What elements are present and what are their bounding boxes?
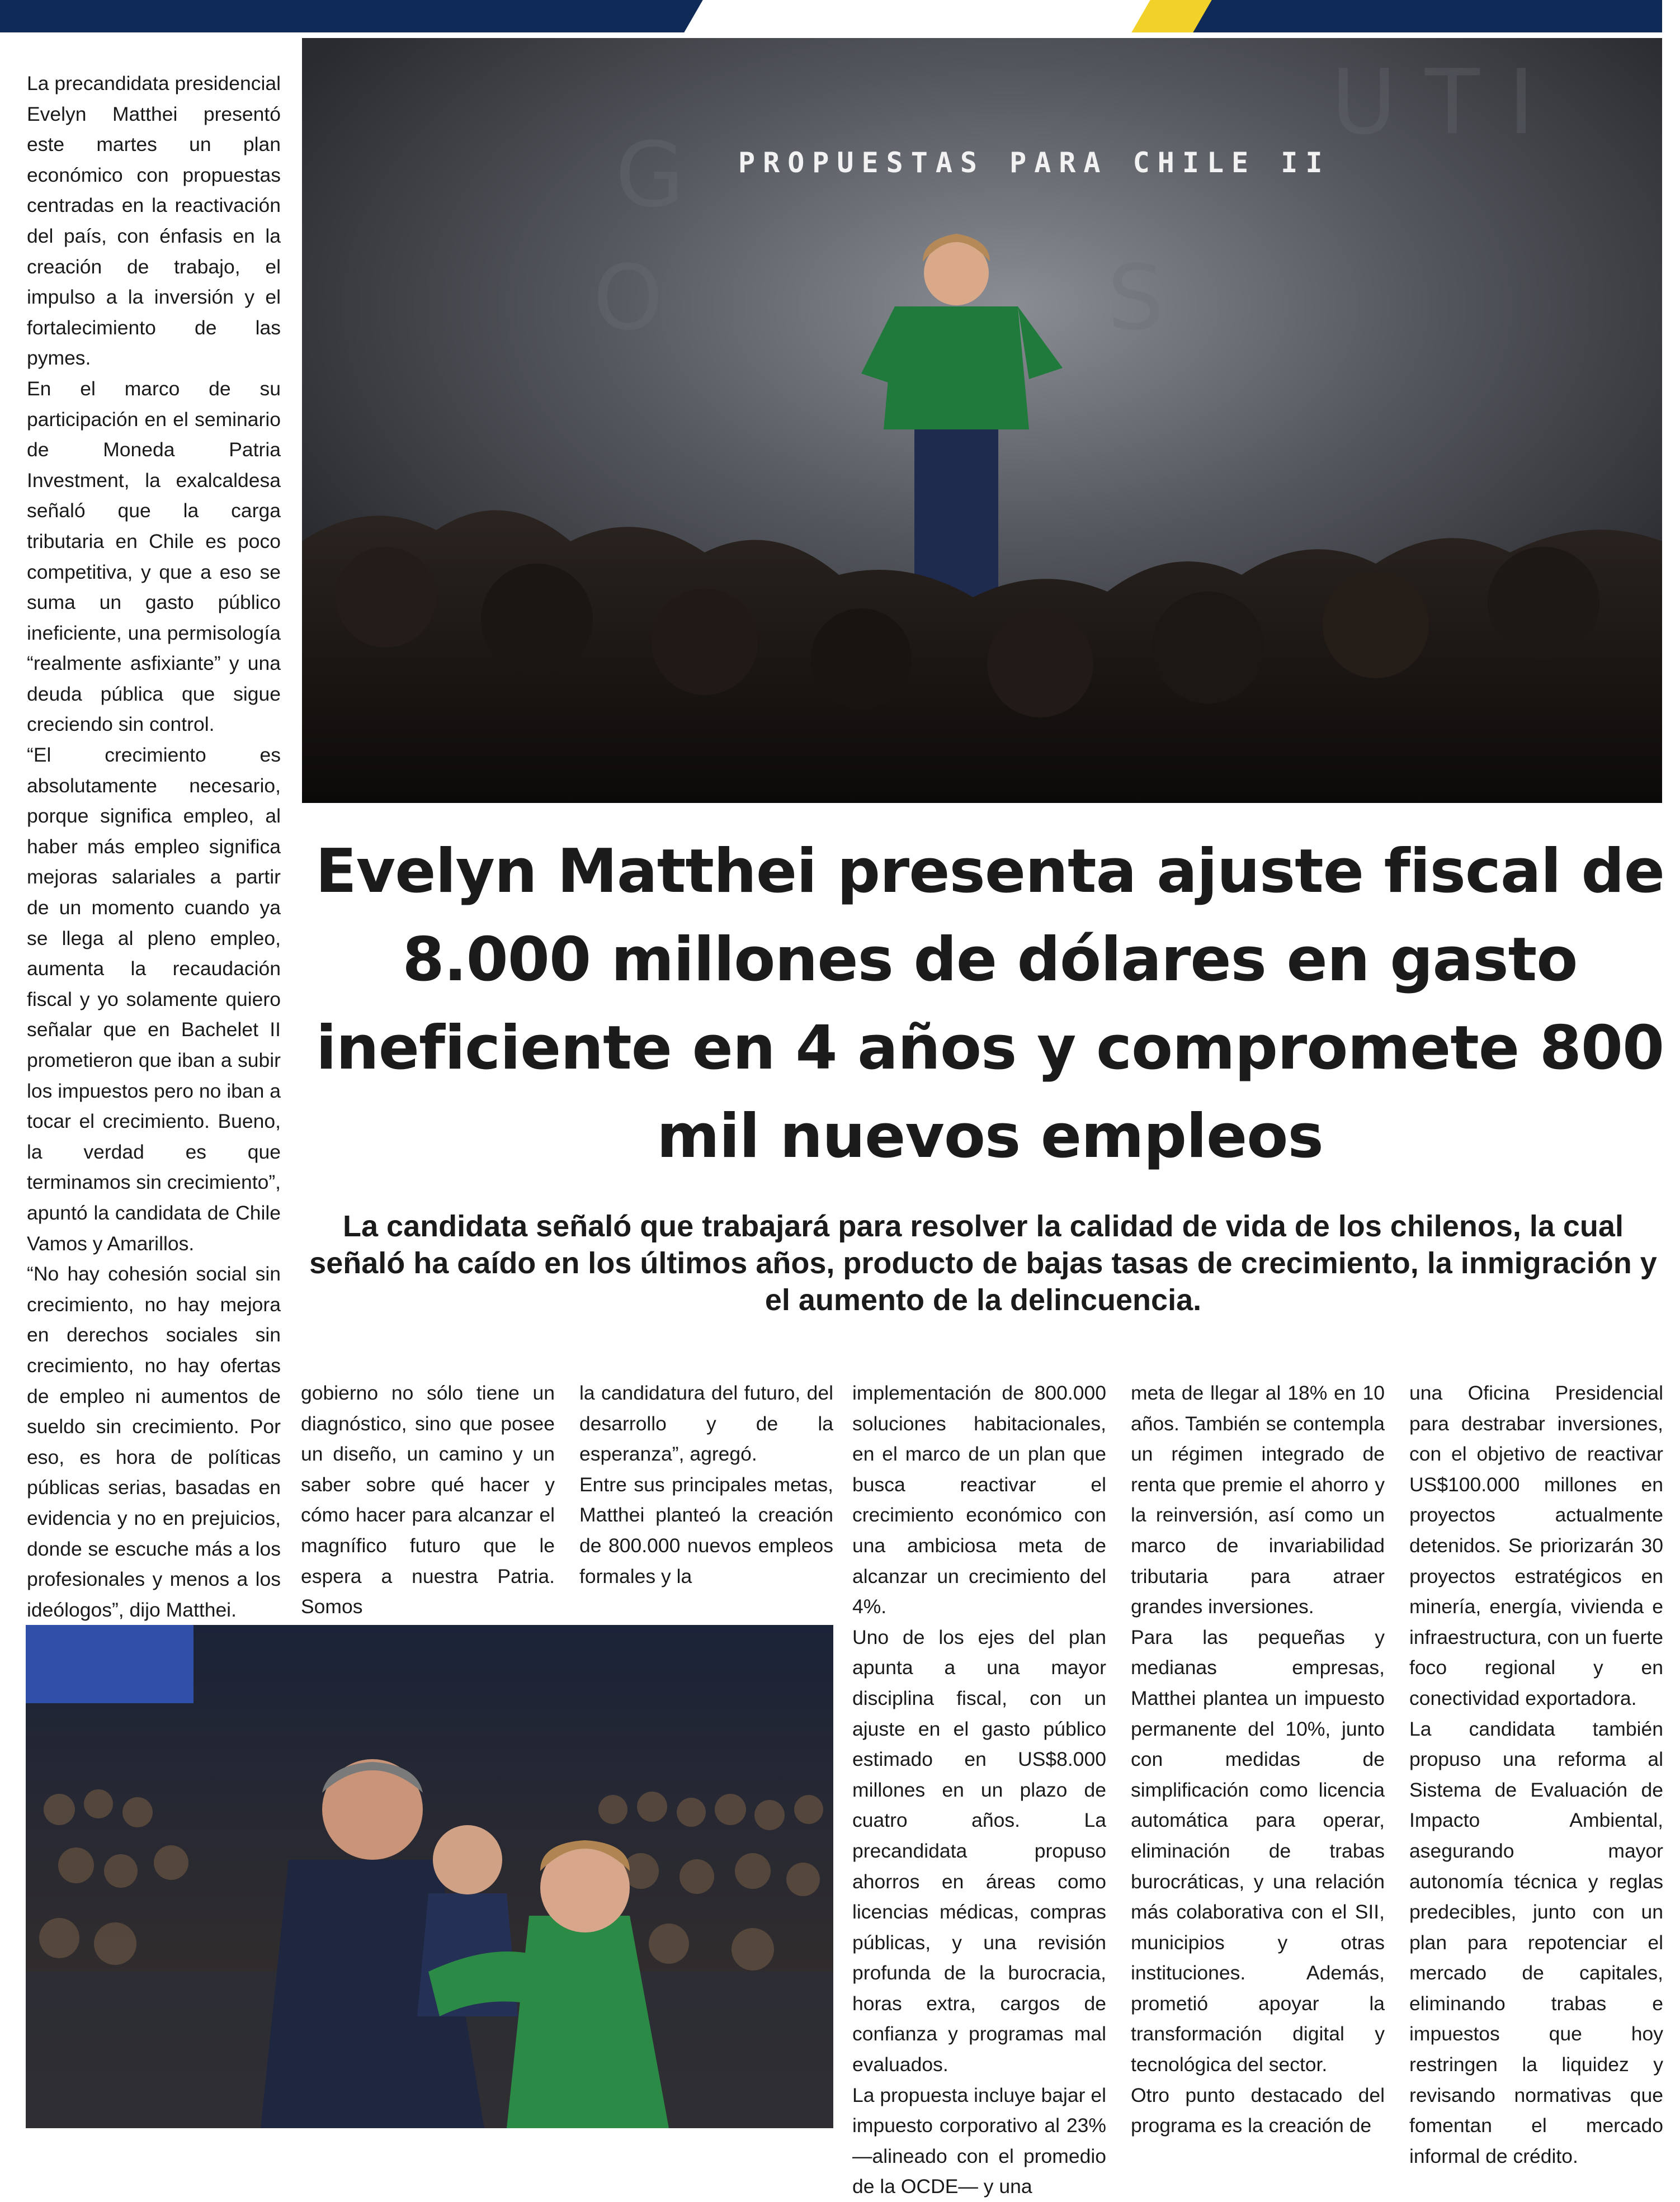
paragraph: La precandidata presidencial Evelyn Matthei presentó este martes un plan económico con propuestas centradas en la reactivación del país, con énfasis en la creación de trabajo, el impulso a la inversión y el fortalecimiento de las pymes. xyxy=(27,72,281,370)
article-column-3 xyxy=(579,1378,833,1591)
paragraph: Entre sus principales metas, Matthei planteó la creación de 800.000 nuevos empleos formales y la xyxy=(579,1473,833,1587)
paragraph: “No hay cohesión social sin crecimiento, no hay mejora en derechos sociales sin crecimiento, no hay ofertas de empleo ni aumentos de sueldo sin crecimiento. Por eso, es hora de políticas públicas serias, basadas en evidencia y no en prejuicios, donde se escuche más a los profesionales y menos a los ideólogos”, dijo Matthei. xyxy=(27,1263,281,1621)
article-column-6 xyxy=(1409,1378,1663,2171)
article-column-5 xyxy=(1131,1378,1385,2141)
svg-text:U T I: U T I xyxy=(1331,50,1535,154)
paragraph: Para las pequeñas y medianas empresas, Matthei plantea un impuesto permanente del 10%, junto con medidas de simplificación como licencia automática para operar, eliminación de trabas burocráticas, y una relación más colaborativa con el SII, municipios y otras instituciones. Además, prometió apoyar la transformación digital y tecnológica del sector. xyxy=(1131,1625,1385,2076)
paragraph: La candidata también propuso una reforma al Sistema de Evaluación de Impacto Ambiental, asegurando mayor autonomía técnica y reglas predecibles, junto con un plan para repotenciar el mercado de capitales, eliminando trabas e impuestos que hoy restringen la liquidez y revisando normativas que fomentan el mercado informal de crédito. xyxy=(1409,1717,1663,2167)
top-photo-speaker-on-stage xyxy=(302,38,1662,803)
article-column-4 xyxy=(852,1378,1106,2202)
stage-banner-text: PROPUESTAS PARA CHILE II xyxy=(738,147,1330,179)
paragraph: gobierno no sólo tiene un diagnóstico, sino que posee un diseño, un camino y un saber sobre qué hacer y cómo hacer para alcanzar el magnífico futuro que le espera a nuestra Patria. Somos xyxy=(301,1382,555,1618)
article-column-left xyxy=(27,68,281,1656)
article-column-2 xyxy=(301,1378,555,1622)
bottom-photo-embrace xyxy=(26,1625,833,2128)
svg-text:S: S xyxy=(1107,245,1164,350)
header-bar-cutout xyxy=(684,0,1161,32)
paragraph: “El crecimiento es absolutamente necesario, porque significa empleo, al haber más empleo significa mejoras salariales a partir de un momento cuando ya se llega al pleno empleo, aumenta la recaudación fiscal y yo solamente quiero señalar que en Bachelet II prometieron que iban a subir los impuestos pero no iban a tocar el crecimiento. Bueno, la verdad es que terminamos sin crecimiento”, apuntó la candidata de Chile Vamos y Amarillos. xyxy=(27,744,281,1255)
subheadline: La candidata señaló que trabajará para resolver la calidad de vida de los chilenos, la cual señaló ha caído en los últimos años, producto de bajas tasas de crecimiento, la inmigración y el aumento de la delincuencia. xyxy=(309,1209,1657,1317)
paragraph: la candidatura del futuro, del desarrollo y de la esperanza”, agregó. xyxy=(579,1382,833,1466)
headline: Evelyn Matthei presenta ajuste fiscal de 8.000 millones de dólares en gasto ineficiente en 4 años y compromete 800 mil nuevos empleos xyxy=(315,837,1664,1171)
paragraph: Uno de los ejes del plan apunta a una mayor disciplina fiscal, con un ajuste en el gasto público estimado en US$8.000 millones en un plazo de cuatro años. La precandidata propuso ahorros en áreas como licencias médicas, compras públicas, y una revisión profunda de la burocracia, horas extra, cargos de confianza y programas mal evaluados. xyxy=(852,1625,1106,2076)
paragraph: implementación de 800.000 soluciones habitacionales, en el marco de un plan que busca reactivar el crecimiento económico con una ambiciosa meta de alcanzar un crecimiento del 4%. xyxy=(852,1382,1106,1618)
paragraph: En el marco de su participación en el seminario de Moneda Patria Investment, la exalcaldesa señaló que la carga tributaria en Chile es poco competitiva, y que a eso se suma un gasto público ineficiente, una permisología “realmente asfixiante” y una deuda pública que sigue creciendo sin control. xyxy=(27,377,281,736)
paragraph: Otro punto destacado del programa es la creación de xyxy=(1131,2083,1385,2137)
svg-text:G: G xyxy=(615,122,685,227)
paragraph: una Oficina Presidencial para destrabar inversiones, con el objetivo de reactivar US$100.000 millones en proyectos actualmente detenidos. Se priorizarán 30 proyectos estratégicos en minería, energía, vivienda e infraestructura, con un fuerte foco regional y en conectividad exportadora. xyxy=(1409,1382,1663,1709)
svg-text:O: O xyxy=(593,245,663,350)
paragraph: meta de llegar al 18% en 10 años. También se contempla un régimen integrado de renta que premie el ahorro y la reinversión, así como un marco de invariabilidad tributaria para atraer grandes inversiones. xyxy=(1131,1382,1385,1618)
paragraph: La propuesta incluye bajar el impuesto corporativo al 23% —alineado con el promedio de la OCDE— y una xyxy=(852,2083,1106,2198)
